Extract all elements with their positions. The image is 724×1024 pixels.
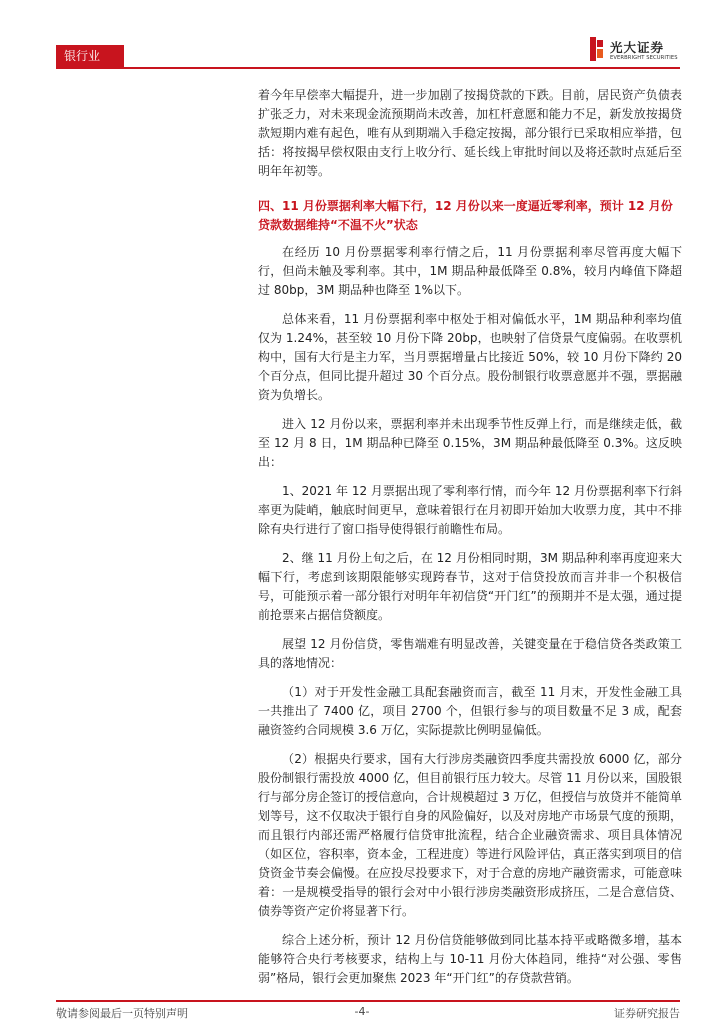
- paragraph: （1）对于开发性金融工具配套融资而言，截至 11 月末，开发性金融工具一共推出了 7400 亿，项目 2700 个，但银行参与的项目数量不足 3 成，配套融资签约合同规模 3.6 万亿，实际提款比例明显偏低。: [258, 685, 682, 737]
- paragraph: 展望 12 月份信贷，零售端难有明显改善，关键变量在于稳信贷各类政策工具的落地情况：: [258, 637, 682, 670]
- page-number: -4-: [354, 1005, 370, 1018]
- paragraph: 2、继 11 月份上旬之后，在 12 月份相同时期，3M 期品种利率再度迎来大幅下行，考虑到该期限能够实现跨春节，这对于信贷投放而言并非一个积极信号，可能预示着一部分银行对明年年初信贷“开门红”的预期并不是太强，通过提前抢票来占据信贷额度。: [258, 551, 682, 622]
- paragraph: 总体来看，11 月份票据利率中枢处于相对偏低水平，1M 期品种利率均值仅为 1.24%，甚至较 10 月份下降 20bp，也映射了信贷景气度偏弱。在收票机构中，国有大行是主力军，当月票据增量占比接近 50%，较 10 月份下降约 20 个百分点，但同比提升超过 30 个百分点。股份制银行收票意愿并不强，票据融资为负增长。: [258, 312, 682, 402]
- industry-tag: [56, 45, 124, 67]
- report-body: [258, 86, 682, 998]
- paragraph: 综合上述分析，预计 12 月份信贷能够做到同比基本持平或略微多增，基本能够符合央行考核要求，结构上与 10-11 月份大体趋同，维持“对公强、零售弱”格局，银行会更加聚焦 2023 年“开门红”的存贷款营销。: [258, 933, 682, 985]
- logo-text-en: EVERBRIGHT SECURITIES: [610, 55, 678, 61]
- logo-text-cn: 光大证券: [610, 40, 665, 55]
- section-heading: 四、11 月份票据利率大幅下行，12 月份以来一度逼近零利率，预计 12 月份贷款数据维持“不温不火”状态: [258, 199, 673, 232]
- footer-divider: [56, 1000, 680, 1002]
- paragraph: 进入 12 月份以来，票据利率并未出现季节性反弹上行，而是继续走低，截至 12 月 8 日，1M 期品种已降至 0.15%，3M 期品种最低降至 0.3%。这反映出：: [258, 417, 682, 469]
- industry-tag-label: 银行业: [64, 49, 101, 63]
- paragraph: 1、2021 年 12 月票据出现了零利率行情，而今年 12 月份票据利率下行斜率更为陡峭，触底时间更早，意味着银行在月初即开始加大收票力度，其中不排除有央行进行了窗口指导使得银行前瞻性布局。: [258, 484, 682, 536]
- paragraph: （2）根据央行要求，国有大行涉房类融资四季度共需投放 6000 亿，部分股份制银行需投放 4000 亿，但目前银行压力较大。尽管 11 月份以来，国股银行与部分房企签订的授信意向，合计规模超过 3 万亿，但授信与放贷并不能简单划等号，这不仅取决于银行自身的风险偏好，以及对房地产市场景气度的预期，而且银行内部还需严格履行信贷审批流程，结合企业融资需求、项目具体情况（如区位，容积率，资本金，工程进度）等进行风险评估，真正落实到项目的信贷资金节奏会偏慢。在应投尽投要求下，对于合意的房地产融资需求，可能意味着：一是规模受指导的银行会对中小银行涉房类融资形成挤压，二是合意信贷、债券等资产定价将显著下行。: [258, 752, 682, 918]
- everbright-logo-icon: [588, 36, 606, 62]
- disclaimer-note: 敬请参阅最后一页特别声明: [56, 1007, 188, 1020]
- company-logo: [588, 36, 688, 66]
- header-divider: [56, 67, 680, 69]
- report-type: 证券研究报告: [614, 1007, 680, 1020]
- paragraph: 着今年早偿率大幅提升，进一步加剧了按揭贷款的下跌。目前，居民资产负债表扩张乏力，对未来现金流预期尚未改善，加杠杆意愿和能力不足，新发放按揭贷款短期内难有起色，唯有从到期端入手稳定按揭，部分银行已采取相应举措，包括：将按揭早偿权限由支行上收分行、延长线上审批时间以及将还款时点延后至明年年初等。: [258, 88, 682, 178]
- paragraph: 在经历 10 月份票据零利率行情之后，11 月份票据利率尽管再度大幅下行，但尚未触及零利率。其中，1M 期品种最低降至 0.8%，较月内峰值下降超过 80bp，3M 期品种也降至 1%以下。: [258, 245, 682, 297]
